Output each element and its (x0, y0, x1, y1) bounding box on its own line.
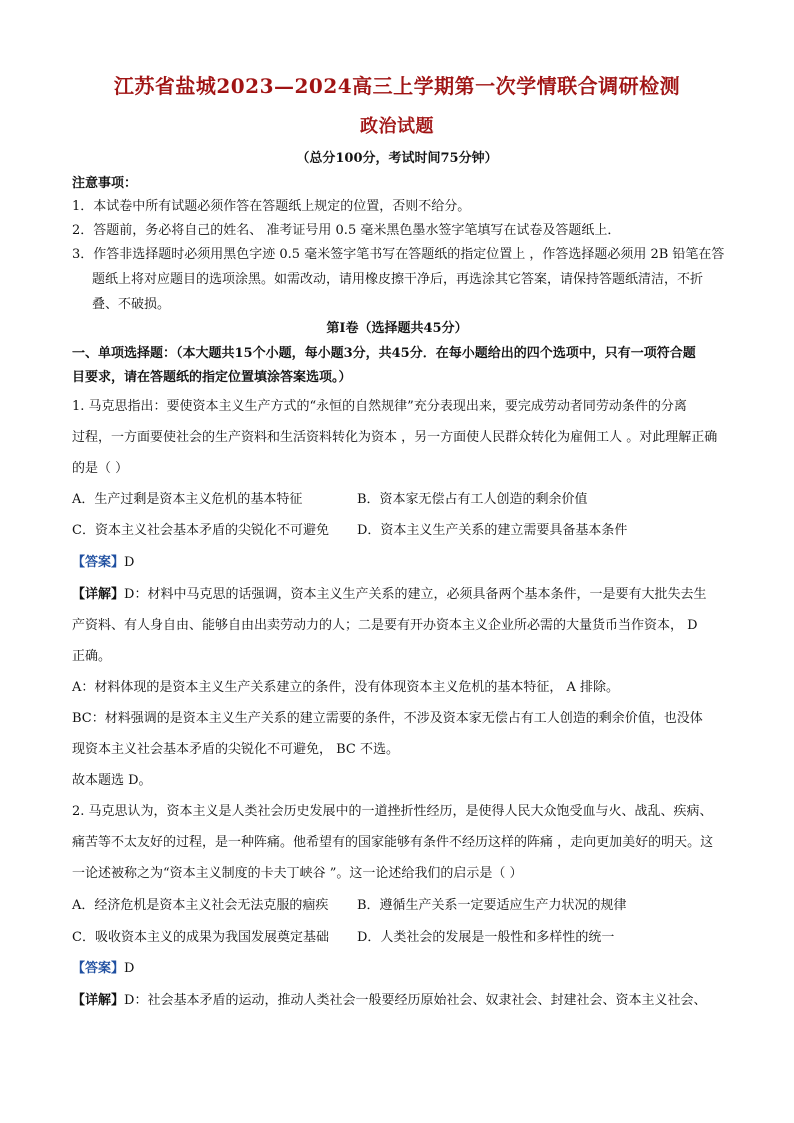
q2-option-c: C．吸收资本主义的成果为我国发展奠定基础 (72, 930, 329, 945)
q1-option-a: A．生产过剩是资本主义危机的基本特征 (72, 492, 303, 507)
q2-stem-1: 2. 马克思认为，资本主义是人类社会历史发展中的一道挫折性经历，是使得人民大众饱受血与火、战乱、疾病、 (72, 804, 713, 819)
q1-option-d: D．资本主义生产关系的建立需要具备基本条件 (357, 523, 628, 538)
q2-detail-tag: 【详解】 (72, 993, 125, 1008)
q2-stem-3: 一论述被称之为“资本主义制度的卡夫丁峡谷 ”。这一论述给我们的启示是（ ） (72, 866, 523, 881)
q2-option-d: D．人类社会的发展是一般性和多样性的统一 (357, 930, 615, 945)
q1-detail-2: 产资料、有人身自由、能够自由出卖劳动力的人；二是要有开办资本主义企业所必需的大量货币当作资本， D (72, 618, 698, 633)
q1-detail-6: 现资本主义社会基本矛盾的尖锐化不可避免， BC 不选。 (72, 742, 400, 757)
q1-answer-value: D (124, 555, 135, 570)
q2-answer (72, 960, 134, 978)
q1-detail-4: A：材料体现的是资本主义生产关系建立的条件，没有体现资本主义危机的基本特征， A 排除。 (72, 680, 620, 695)
q1-detail-3: 正确。 (72, 649, 112, 664)
q1-detail-7: 故本题选 D。 (72, 773, 152, 788)
q1-answer (72, 554, 134, 572)
q1-stem-2: 过程，一方面要使社会的生产资料和生活资料转化为资本 ，另一方面使人民群众转化为雇佣工人 。对此理解正确 (72, 430, 718, 445)
notice-item-3-cont2: 叠、不破损。 (92, 297, 171, 312)
exam-title: 江苏省盐城2023—2024高三上学期第一次学情联合调研检测 (113, 74, 681, 98)
q2-detail-text-1: D：社会基本矛盾的运动，推动人类社会一般要经历原始社会、奴隶社会、封建社会、资本主义社会、 (124, 993, 707, 1008)
section-instruction: 一、单项选择题：（本大题共15个小题，每小题3分，共45分．在每小题给出的四个选项中，只有一项符合题 (72, 346, 696, 361)
q2-answer-tag: 【答案】 (72, 961, 125, 976)
q1-stem-3: 的是（ ） (72, 461, 129, 476)
notice-item-1: 1．本试卷中所有试题必须作答在答题纸上规定的位置，否则不给分。 (72, 199, 471, 214)
exam-subtitle: 政治试题 (360, 116, 434, 137)
notice-item-2: 2．答题前，务必将自己的姓名、 准考证号用 0.5 毫米黑色墨水签字笔填写在试卷及答题纸上． (72, 223, 621, 238)
q1-detail-tag: 【详解】 (72, 587, 125, 602)
section-title: 第Ⅰ卷（选择题共45分） (326, 321, 468, 336)
q1-option-b: B．资本家无偿占有工人创造的剩余价值 (357, 492, 588, 507)
notice-item-3: 3．作答非选择题时必须用黑色字迹 0.5 毫米签字笔书写在答题纸的指定位置上 ，作答选择题必须用 2B 铅笔在答 (72, 247, 725, 262)
section-instruction-cont: 目要求，请在答题纸的指定位置填涂答案选项。） (72, 370, 352, 385)
q2-stem-2: 痛苦等不太友好的过程，是一种阵痛。他希望有的国家能够有条件不经历这样的阵痛 ，走向更加美好的明天。这 (72, 835, 714, 850)
notice-item-3-cont: 题纸上将对应题目的选项涂黑。如需改动，请用橡皮擦干净后，再选涂其它答案，请保持答题纸清洁，不折 (92, 272, 704, 287)
q2-option-b: B．遵循生产关系一定要适应生产力状况的规律 (357, 898, 627, 913)
notice-heading: 注意事项： (72, 176, 138, 191)
q1-stem-1: 1. 马克思指出：要使资本主义生产方式的“永恒的自然规律”充分表现出来，要完成劳动者同劳动条件的分离 (72, 399, 687, 414)
q1-detail-text-1: D：材料中马克思的话强调，资本主义生产关系的建立，必须具备两个基本条件，一是要有大批失去生 (124, 587, 707, 602)
q2-answer-value: D (124, 961, 135, 976)
q2-detail-1 (72, 992, 706, 1010)
q1-detail-5: BC：材料强调的是资本主义生产关系的建立需要的条件，不涉及资本家无偿占有工人创造的剩余价值，也没体 (72, 711, 703, 726)
q1-answer-tag: 【答案】 (72, 555, 125, 570)
q1-option-c: C．资本主义社会基本矛盾的尖锐化不可避免 (72, 523, 329, 538)
exam-meta: （总分100分，考试时间75分钟） (296, 151, 498, 166)
q1-detail-1 (72, 586, 706, 604)
q2-option-a: A．经济危机是资本主义社会无法克服的痼疾 (72, 898, 329, 913)
